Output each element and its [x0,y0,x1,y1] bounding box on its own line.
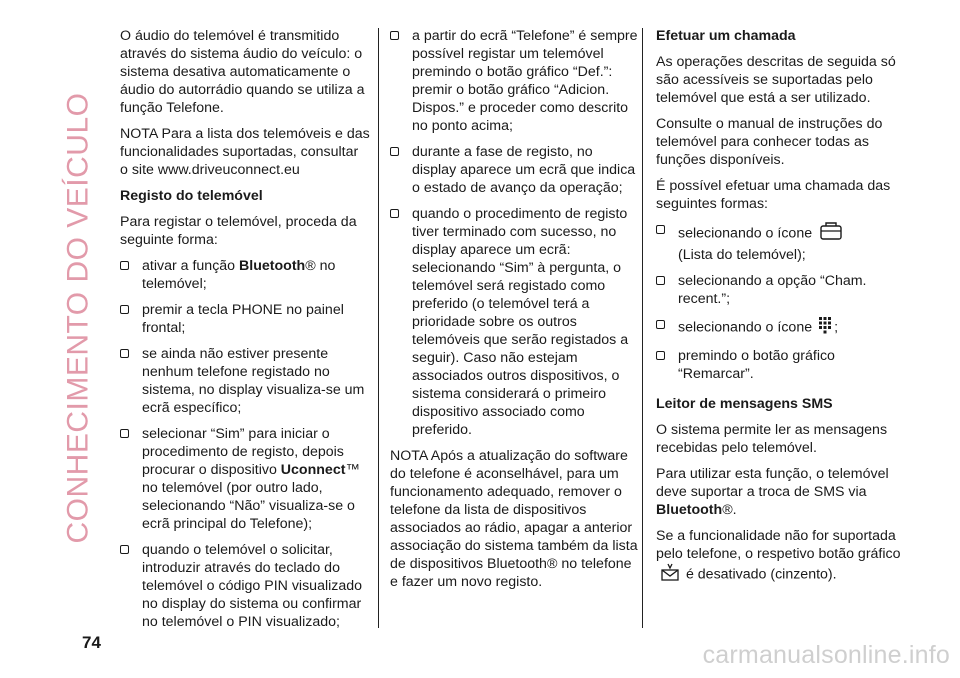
list-item: quando o telemóvel o solicitar, introduzir através do teclado do telemóvel o código PIN visualizado no display do sistema ou confirmar no telemóvel o PIN visualizado; [120,541,370,631]
paragraph: As operações descritas de seguida só são acessíveis se suportadas pelo telemóvel que está a ser utilizado. [656,54,896,106]
list-item: durante a fase de registo, no display aparece um ecrã que indica o estado de avanço da operação; [390,143,640,197]
checkbox-bullet-icon [120,545,129,554]
section-heading-sms: Leitor de mensagens SMS [656,396,833,412]
list-item: a partir do ecrã “Telefone” é sempre possível registar um telemóvel premindo o botão gráfico “Def.”: premir o botão gráfico “Adicion. Dispos.” e proceder como descrito no ponto acima; [390,27,640,135]
list-item: selecionando o ícone (Lista do telemóvel); [656,221,906,264]
paragraph: Para utilizar esta função, o telemóvel deve suportar a troca de SMS via Bluetooth®. [656,466,889,518]
paragraph: Se a funcionalidade não for suportada pelo telefone, o respetivo botão gráfico é desativado (cinzento). [656,527,906,586]
watermark: carmanualsonline.info [702,641,950,669]
list-item: se ainda não estiver presente nenhum telefone registado no sistema, no display visualiza-se um ecrã específico; [120,345,370,417]
note-paragraph: NOTA Para a lista dos telemóveis e das funcionalidades suportadas, consultar o site www.driveuconnect.eu [120,126,370,178]
keypad-icon [818,316,832,339]
column-divider [642,28,643,628]
page-number: 74 [82,633,101,652]
list-item: selecionando a opção “Cham. recent.”; [656,272,906,308]
text-column-3 [656,27,906,594]
section-heading-chamada: Efetuar um chamada [656,28,796,44]
checkbox-bullet-icon [390,147,399,156]
list-item: premindo o botão gráfico “Remarcar”. [656,347,906,383]
checkbox-bullet-icon [120,305,129,314]
list-item: premir a tecla PHONE no painel frontal; [120,301,370,337]
checkbox-bullet-icon [656,320,665,329]
list-item: selecionar “Sim” para iniciar o procedimento de registo, depois procurar o dispositivo Uconnect™ no telemóvel (por outro lado, selecionando “Não” visualiza-se o ecrã principal do Telefone); [120,425,370,533]
paragraph: Consulte o manual de instruções do telemóvel para conhecer todas as funções disponíveis. [656,116,883,168]
list-item: ativar a função Bluetooth® no telemóvel; [120,257,370,293]
paragraph: É possível efetuar uma chamada das seguintes formas: [656,178,891,212]
column-divider [378,28,379,628]
checkbox-bullet-icon [390,31,399,40]
checkbox-bullet-icon [120,429,129,438]
list-item: quando o procedimento de registo tiver terminado com sucesso, no display aparece um ecrã: selecionando “Sim” à pergunta, o telemóvel será registado como preferido (o telemóvel terá a prioridade sobre os outros telemóveis que serão registados a seguir). Caso não estejam associados outros dispositivos, o sistema considerará o primeiro dispositivo associado como preferido. [390,205,640,439]
paragraph: O áudio do telemóvel é transmitido através do sistema áudio do veículo: o sistema desativa automaticamente o áudio do autorrádio quando se utiliza a função Telefone. [120,28,365,116]
sms-reader-icon [660,563,680,586]
checkbox-bullet-icon [390,209,399,218]
checkbox-bullet-icon [656,276,665,285]
checkbox-bullet-icon [656,225,665,234]
paragraph: O sistema permite ler as mensagens recebidas pelo telemóvel. [656,422,888,456]
checkbox-bullet-icon [120,261,129,270]
side-section-title: CONHECIMENTO DO VEÍCULO [61,92,94,544]
paragraph: Para registar o telemóvel, proceda da seguinte forma: [120,214,357,248]
checkbox-bullet-icon [656,351,665,360]
checkbox-bullet-icon [120,349,129,358]
section-heading-registo: Registo do telemóvel [120,188,263,204]
note-paragraph: NOTA Após a atualização do software do telefone é aconselhável, para um funcionamento adequado, remover o telefone da lista de dispositivos associados ao rádio, apagar a anterior associação do sistema também da lista de dispositivos Bluetooth® no telefone e fazer um novo registo. [390,448,638,590]
phonebook-icon [818,221,844,246]
text-column-2 [390,27,640,599]
list-item: selecionando o ícone ; [656,316,906,339]
text-column-1 [120,27,370,639]
